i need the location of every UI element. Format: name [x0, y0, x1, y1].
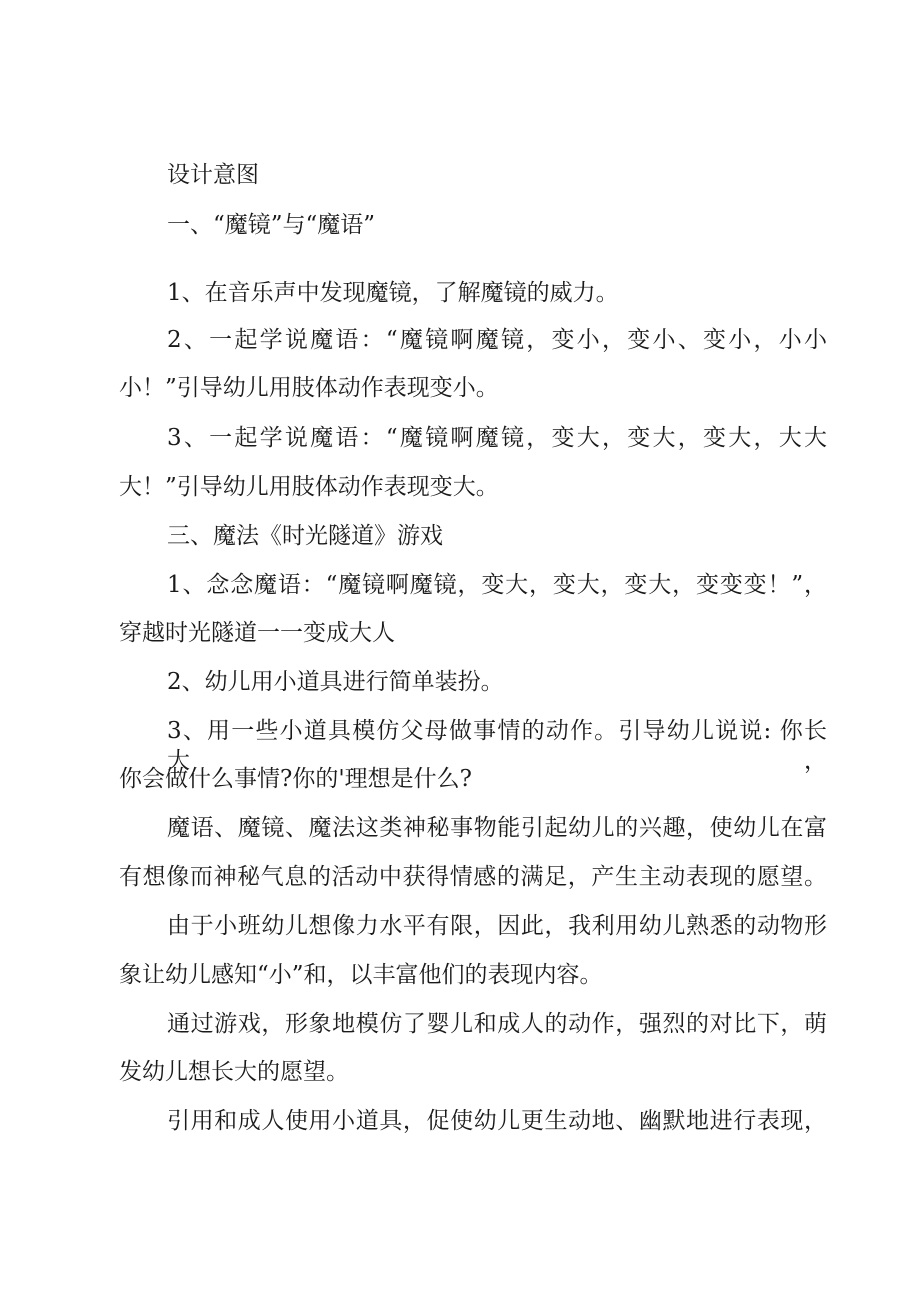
- paragraph-line: 象让幼儿感知“小”和，以丰富他们的表现内容。: [119, 962, 603, 988]
- paragraph-line: 发幼儿想长大的愿望。: [119, 1059, 349, 1085]
- paragraph-line: 有想像而神秘气息的活动中获得情感的满足，产生主动表现的愿望。: [119, 864, 827, 890]
- paragraph-line: 2、幼儿用小道具进行简单装扮。: [167, 669, 504, 695]
- paragraph-line: 由于小班幼儿想像力水平有限，因此，我利用幼儿熟悉的动物形: [167, 913, 827, 939]
- paragraph-line: 1、在音乐声中发现魔镜，了解魔镜的威力。: [167, 280, 619, 306]
- paragraph-line: 穿越时光隧道一一变成大人: [119, 620, 395, 646]
- paragraph-line: 魔语、魔镜、魔法这类神秘事物能引起幼儿的兴趣，使幼儿在富: [167, 815, 827, 841]
- paragraph-line: 你会做什么事情?你的'理想是什么?: [119, 766, 472, 792]
- section-heading-design-intent: 设计意图: [167, 162, 259, 188]
- paragraph-line: 3、用一些小道具模仿父母做事情的动作。引导幼儿说说: 你长大，: [167, 718, 827, 774]
- paragraph-line: 2、一起学说魔语：“魔镜啊魔镜，变小，变小、变小，小小: [167, 327, 827, 353]
- paragraph-line: 引用和成人使用小道具，促使幼儿更生动地、幽默地进行表现，: [167, 1108, 827, 1134]
- paragraph-line: 通过游戏，形象地模仿了婴儿和成人的动作，强烈的对比下，萌: [167, 1011, 827, 1037]
- paragraph-line: 3、一起学说魔语：“魔镜啊魔镜，变大，变大，变大，大大: [167, 425, 827, 451]
- section-heading-time-tunnel: 三、魔法《时光隧道》游戏: [167, 523, 443, 549]
- paragraph-line: 大！”引导幼儿用肢体动作表现变大。: [119, 474, 499, 500]
- paragraph-line: 小！”引导幼儿用肢体动作表现变小。: [119, 375, 499, 401]
- section-heading-magic-mirror: 一、“魔镜”与“魔语”: [167, 212, 376, 238]
- paragraph-line: 1、念念魔语：“魔镜啊魔镜，变大，变大，变大，变变变！”，: [167, 572, 827, 598]
